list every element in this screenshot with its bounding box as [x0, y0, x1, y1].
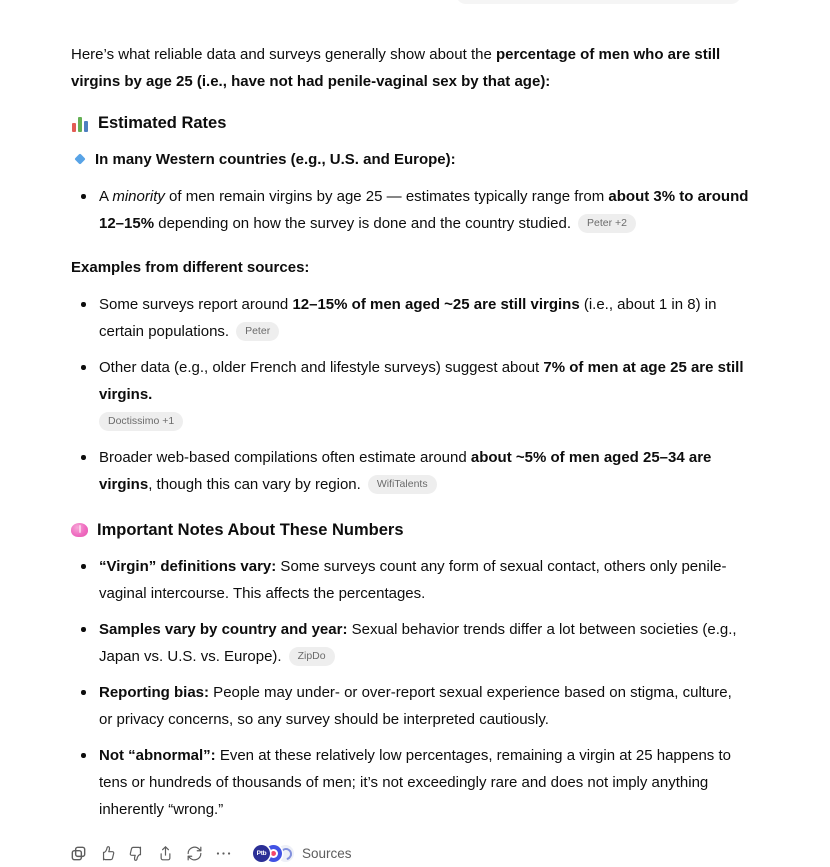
- text-run: Broader web-based compilations often estimate around: [99, 449, 471, 466]
- ellipsis-icon: [214, 844, 233, 863]
- list-item-minority: [71, 183, 749, 237]
- section-heading-estimated-rates: [71, 112, 749, 134]
- list-item-reporting-bias: [71, 679, 749, 733]
- thumbs-up-button[interactable]: [94, 840, 121, 867]
- text-run: , though this can vary by region.: [148, 476, 361, 493]
- list-item-samples-vary: [71, 616, 749, 670]
- source-favicons: [253, 845, 294, 862]
- bullet-marker: [81, 753, 86, 758]
- examples-list: [71, 291, 749, 498]
- list-item-broader-compilations: [71, 444, 749, 498]
- section-heading-text: Important Notes About These Numbers: [97, 521, 404, 539]
- text-run: of men remain virgins by age 25 — estimates typically range from: [164, 188, 609, 205]
- bar-green: [78, 117, 82, 132]
- bullet-marker: [81, 455, 86, 460]
- bar-chart-emoji-icon: [71, 115, 89, 132]
- favicon-text: Ptb: [256, 850, 267, 857]
- examples-heading: Examples from different sources:: [71, 259, 310, 276]
- share-icon: [156, 844, 175, 863]
- list-item-other-data: [71, 354, 749, 435]
- citation-pill-peter-plus2[interactable]: Peter +2: [578, 214, 636, 233]
- citation-pill-doctissimo[interactable]: Doctissimo +1: [99, 412, 183, 431]
- blue-diamond-icon: [74, 153, 85, 164]
- regenerate-button[interactable]: [181, 840, 208, 867]
- favicon-glyph: [269, 849, 278, 858]
- message-actions-toolbar: [65, 840, 830, 867]
- text-run: Other data (e.g., older French and lifestyle surveys) suggest about: [99, 359, 544, 376]
- text-run: People may under- or over-report sexual experience based on stigma, culture, or privacy concerns, so any survey should be interpreted cautiously.: [99, 684, 732, 728]
- bullet-marker: [81, 365, 86, 370]
- citation-pill-peter[interactable]: Peter: [236, 322, 279, 341]
- text-run: Sexual behavior trends differ a lot between societies (e.g., Japan vs. U.S. vs. Europe).: [99, 621, 737, 665]
- text-run-bold: Reporting bias:: [99, 684, 210, 701]
- section-heading-text: Estimated Rates: [98, 114, 227, 132]
- citation-pill-wifitalents[interactable]: WifiTalents: [368, 475, 437, 494]
- thumbs-down-button[interactable]: [123, 840, 150, 867]
- regenerate-icon: [185, 844, 204, 863]
- bar-red: [72, 123, 76, 132]
- list-item-not-abnormal: [71, 742, 749, 823]
- thumbs-down-icon: [127, 844, 146, 863]
- share-button[interactable]: [152, 840, 179, 867]
- text-run: Even at these relatively low percentages, remaining a virgin at 25 happens to tens or hundreds of thousands of men; it’s not exceedingly rare and does not imply anything inherently “wrong.”: [99, 747, 731, 818]
- brain-emoji-icon: [71, 523, 88, 537]
- text-run-bold: about ~5% of men aged 25–34 are virgins: [99, 449, 712, 493]
- text-run: Here’s what reliable data and surveys generally show about the: [71, 46, 496, 63]
- copy-icon: [69, 844, 88, 863]
- bullet-marker: [81, 564, 86, 569]
- text-run: A: [99, 188, 113, 205]
- text-run-bold: Samples vary by country and year:: [99, 621, 348, 638]
- thumbs-up-icon: [98, 844, 117, 863]
- text-run: Some surveys report around: [99, 296, 293, 313]
- text-run-bold: Not “abnormal”:: [99, 747, 216, 764]
- copy-button[interactable]: [65, 840, 92, 867]
- sources-button[interactable]: [247, 842, 358, 865]
- bar-blue: [84, 121, 88, 132]
- list-item-western-countries: [71, 146, 749, 173]
- text-run: depending on how the survey is done and the country studied.: [154, 215, 572, 232]
- list-item-virgin-definitions: [71, 553, 749, 607]
- source-favicon-ptb: [253, 845, 270, 862]
- estimated-rates-list: [71, 183, 749, 237]
- bullet-marker: [81, 690, 86, 695]
- text-run-bold: “Virgin” definitions vary:: [99, 558, 277, 575]
- text-run-bold: about 3% to around 12–15%: [99, 188, 749, 232]
- text-run: (i.e., about 1 in 8) in certain populations.: [99, 296, 717, 340]
- bullet-marker: [81, 627, 86, 632]
- text-run-bold: In many Western countries (e.g., U.S. and Europe):: [95, 151, 456, 168]
- text-run-italic: minority: [112, 188, 165, 205]
- citation-pill-zipdo[interactable]: ZipDo: [289, 647, 335, 666]
- more-actions-button[interactable]: [210, 840, 237, 867]
- list-item-some-surveys: [71, 291, 749, 345]
- bullet-marker: [81, 302, 86, 307]
- text-run: Some surveys count any form of sexual contact, others only penile-vaginal intercourse. This affects the percentages.: [99, 558, 727, 602]
- important-notes-list: [71, 553, 749, 823]
- section-heading-important-notes: [71, 519, 749, 541]
- sources-label: Sources: [302, 846, 352, 861]
- intro-paragraph: [71, 41, 749, 95]
- bullet-marker: [81, 194, 86, 199]
- text-run-bold: 7% of men at age 25 are still virgins.: [99, 359, 744, 403]
- text-run-bold: 12–15% of men aged ~25 are still virgins: [292, 296, 580, 313]
- text-run-bold: percentage of men who are still virgins by age 25 (i.e., have not had penile-vaginal sex by that age):: [71, 46, 721, 90]
